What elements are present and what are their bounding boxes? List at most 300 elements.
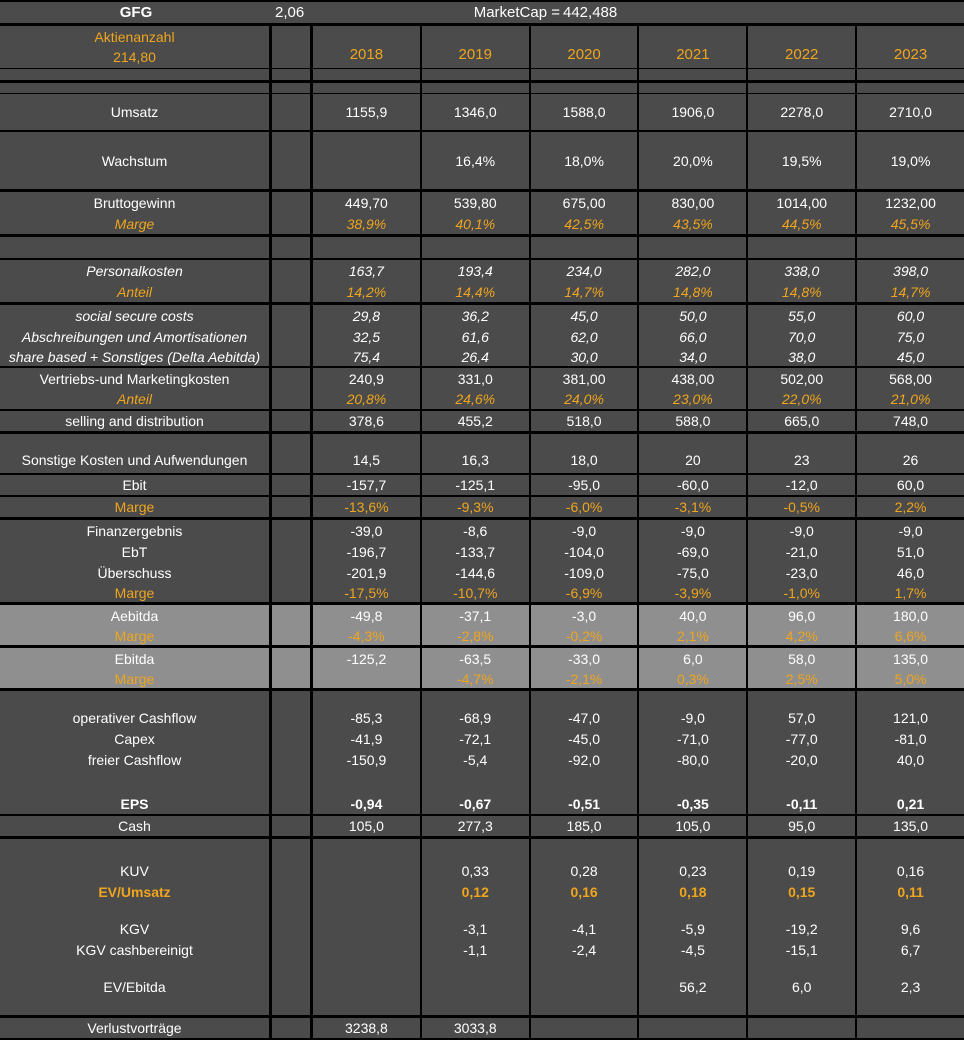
value-cell-2022[interactable]: -1,0%	[748, 583, 857, 602]
value-cell-2020[interactable]	[531, 83, 640, 93]
spacer-cell[interactable]	[272, 691, 313, 707]
value-cell-2018[interactable]	[313, 939, 422, 960]
value-cell-2019[interactable]: 277,3	[422, 816, 531, 836]
value-cell-2018[interactable]: 1155,9	[313, 94, 422, 130]
row-label-cell[interactable]: KUV	[0, 860, 272, 881]
value-cell-2019[interactable]: -63,5	[422, 648, 531, 669]
value-cell-2022[interactable]: 57,0	[748, 707, 857, 728]
value-cell-2020[interactable]: 14,7%	[531, 282, 640, 302]
value-cell-2021[interactable]: 438,00	[639, 368, 748, 389]
value-cell-2020[interactable]: -4,1	[531, 918, 640, 939]
value-cell-2020[interactable]	[531, 960, 640, 976]
value-cell-2021[interactable]: -3,9%	[639, 583, 748, 602]
value-cell-2018[interactable]: -125,2	[313, 648, 422, 669]
spacer-cell[interactable]	[272, 83, 313, 93]
value-cell-2023[interactable]: 40,0	[896, 751, 925, 768]
spacer-cell[interactable]	[272, 326, 313, 347]
value-cell-2019[interactable]: 0,12	[422, 881, 531, 902]
year-header-2018[interactable]: 2018	[313, 26, 422, 68]
row-label-cell[interactable]: Marge	[0, 497, 272, 517]
value-cell-2022[interactable]: 14,8%	[748, 282, 857, 302]
value-cell-2018[interactable]: 378,6	[313, 411, 422, 431]
row-label-cell[interactable]: Umsatz	[0, 94, 272, 130]
value-cell-2022[interactable]	[748, 902, 857, 918]
spacer-cell[interactable]	[272, 707, 313, 728]
value-cell-2018[interactable]: -49,8	[313, 605, 422, 626]
value-cell-2021[interactable]: 20	[639, 446, 748, 473]
value-cell-2022[interactable]: 502,00	[748, 368, 857, 389]
value-cell-2018[interactable]: -39,0	[313, 520, 422, 541]
value-cell-2021[interactable]	[639, 839, 748, 860]
value-cell-2018[interactable]	[313, 770, 422, 794]
value-cell-2023[interactable]: 398,0	[893, 263, 929, 279]
value-cell-2020[interactable]: -47,0	[531, 707, 640, 728]
value-cell-2023[interactable]: 0,21	[896, 796, 925, 812]
value-cell-2022[interactable]	[748, 770, 857, 794]
spacer-cell[interactable]	[272, 960, 313, 976]
value-cell-2023[interactable]: 51,0	[896, 543, 925, 560]
row-label-cell[interactable]	[0, 69, 272, 80]
value-cell-2018[interactable]	[313, 902, 422, 918]
value-cell-2020[interactable]: 0,16	[531, 881, 640, 902]
value-cell-2023[interactable]	[857, 902, 964, 918]
row-label-cell[interactable]: KGV cashbereinigt	[0, 939, 272, 960]
spacer-cell[interactable]	[272, 282, 313, 302]
value-cell-2020[interactable]: -9,0	[531, 520, 640, 541]
spacer-cell[interactable]	[272, 902, 313, 918]
value-cell-2018[interactable]	[313, 237, 422, 258]
value-cell-2022[interactable]: 19,5%	[748, 132, 857, 189]
year-header-2020[interactable]: 2020	[531, 26, 640, 68]
value-cell-2019[interactable]	[422, 960, 531, 976]
value-cell-2023[interactable]: 60,0	[896, 477, 925, 493]
value-cell-2023[interactable]: -9,0	[898, 522, 923, 539]
row-label-cell[interactable]: Wachstum	[0, 132, 272, 189]
value-cell-2022[interactable]	[748, 83, 857, 93]
spacer-cell[interactable]	[272, 94, 313, 130]
value-cell-2018[interactable]: 14,2%	[313, 282, 422, 302]
row-label-cell[interactable]: Vertriebs-und Marketingkosten	[0, 368, 272, 389]
value-cell-2022[interactable]: -19,2	[748, 918, 857, 939]
value-cell-2021[interactable]: 2,1%	[639, 626, 748, 645]
value-cell-2020[interactable]: -6,0%	[531, 497, 640, 517]
value-cell-2019[interactable]: -4,7%	[422, 669, 531, 688]
row-label-cell[interactable]	[0, 997, 272, 1015]
value-cell-2019[interactable]: -68,9	[422, 707, 531, 728]
value-cell-2021[interactable]	[639, 237, 748, 258]
spacer-cell[interactable]	[272, 347, 313, 366]
value-cell-2020[interactable]: 45,0	[531, 305, 640, 326]
row-label-cell[interactable]: Überschuss	[0, 562, 272, 583]
value-cell-2021[interactable]	[639, 1018, 748, 1038]
value-cell-2023[interactable]	[857, 691, 964, 707]
value-cell-2018[interactable]	[313, 132, 422, 189]
row-label-cell[interactable]	[0, 83, 272, 93]
value-cell-2021[interactable]: -71,0	[639, 728, 748, 749]
value-cell-2020[interactable]: 18,0	[531, 446, 640, 473]
value-cell-2021[interactable]: -9,0	[639, 707, 748, 728]
row-label-cell[interactable]: Marge	[0, 583, 272, 602]
value-cell-2019[interactable]: -133,7	[422, 541, 531, 562]
row-label-cell[interactable]: Aebitda	[0, 605, 272, 626]
value-cell-2023[interactable]: 60,0	[896, 307, 925, 324]
value-cell-2022[interactable]: 58,0	[748, 648, 857, 669]
value-cell-2021[interactable]: -9,0	[639, 520, 748, 541]
value-cell-2020[interactable]: 381,00	[531, 368, 640, 389]
spacer-cell[interactable]	[272, 132, 313, 189]
value-cell-2019[interactable]	[422, 691, 531, 707]
value-cell-2019[interactable]: 3033,8	[422, 1018, 531, 1038]
value-cell-2019[interactable]: 0,33	[422, 860, 531, 881]
marketcap-value-cell[interactable]: 442,488	[563, 4, 618, 21]
row-label-cell[interactable]: EPS	[0, 794, 272, 814]
value-cell-2021[interactable]: 0,18	[639, 881, 748, 902]
value-cell-2019[interactable]: 455,2	[422, 411, 531, 431]
value-cell-2023[interactable]: -81,0	[894, 730, 927, 747]
value-cell-2019[interactable]: -37,1	[422, 605, 531, 626]
share-price-cell[interactable]: 2,06	[275, 4, 305, 21]
value-cell-2018[interactable]	[313, 976, 422, 997]
value-cell-2021[interactable]: 830,00	[639, 192, 748, 214]
spacer-cell[interactable]	[272, 260, 313, 282]
value-cell-2020[interactable]	[531, 976, 640, 997]
spacer-cell[interactable]	[272, 446, 313, 473]
value-cell-2023[interactable]: 1232,00	[885, 195, 936, 211]
value-cell-2023[interactable]	[857, 83, 964, 93]
spacer-cell[interactable]	[272, 770, 313, 794]
value-cell-2020[interactable]: 518,0	[531, 411, 640, 431]
value-cell-2020[interactable]: 0,28	[531, 860, 640, 881]
value-cell-2022[interactable]	[748, 691, 857, 707]
value-cell-2021[interactable]: 23,0%	[639, 389, 748, 409]
value-cell-2020[interactable]: 234,0	[531, 260, 640, 282]
value-cell-2023[interactable]: 26	[902, 451, 919, 468]
ticker-cell[interactable]: GFG	[119, 4, 153, 21]
spacer-cell[interactable]	[272, 997, 313, 1015]
value-cell-2019[interactable]: -144,6	[422, 562, 531, 583]
value-cell-2019[interactable]	[422, 770, 531, 794]
value-cell-2019[interactable]: 16,4%	[422, 132, 531, 189]
value-cell-2023[interactable]: 2,3	[900, 978, 921, 995]
value-cell-2020[interactable]: -0,51	[531, 794, 640, 814]
value-cell-2019[interactable]	[422, 997, 531, 1015]
value-cell-2021[interactable]: 105,0	[639, 816, 748, 836]
row-label-cell[interactable]: Sonstige Kosten und Aufwendungen	[0, 446, 272, 473]
row-label-cell[interactable]: Marge	[0, 626, 272, 645]
value-cell-2020[interactable]	[531, 237, 640, 258]
value-cell-2021[interactable]: -69,0	[639, 541, 748, 562]
value-cell-2022[interactable]: 55,0	[748, 305, 857, 326]
spacer-cell[interactable]	[272, 562, 313, 583]
row-label-cell[interactable]: EV/Ebitda	[0, 976, 272, 997]
spacer-cell[interactable]	[272, 497, 313, 517]
value-cell-2021[interactable]: 282,0	[639, 260, 748, 282]
value-cell-2022[interactable]	[748, 960, 857, 976]
value-cell-2021[interactable]: -80,0	[639, 749, 748, 770]
value-cell-2023[interactable]: 135,0	[893, 650, 929, 667]
value-cell-2023[interactable]: 9,6	[900, 920, 921, 937]
value-cell-2020[interactable]	[531, 1018, 640, 1038]
value-cell-2019[interactable]: 331,0	[422, 368, 531, 389]
year-header-2023[interactable]: 2023	[893, 46, 928, 63]
value-cell-2018[interactable]: 240,9	[313, 368, 422, 389]
value-cell-2023[interactable]: 19,0%	[890, 152, 931, 169]
value-cell-2018[interactable]: -157,7	[313, 475, 422, 495]
value-cell-2019[interactable]	[422, 69, 531, 80]
row-label-cell[interactable]: EbT	[0, 541, 272, 562]
value-cell-2018[interactable]: -41,9	[313, 728, 422, 749]
value-cell-2021[interactable]: 40,0	[639, 605, 748, 626]
value-cell-2023[interactable]: 0,16	[896, 862, 925, 879]
value-cell-2023[interactable]: 748,0	[893, 413, 929, 429]
value-cell-2018[interactable]: -17,5%	[313, 583, 422, 602]
value-cell-2019[interactable]: -10,7%	[422, 583, 531, 602]
spacer-cell[interactable]	[272, 939, 313, 960]
value-cell-2020[interactable]: 30,0	[531, 347, 640, 366]
value-cell-2020[interactable]	[531, 770, 640, 794]
spacer-cell[interactable]	[272, 648, 313, 669]
value-cell-2018[interactable]: 3238,8	[313, 1018, 422, 1038]
value-cell-2018[interactable]: -0,94	[313, 794, 422, 814]
value-cell-2018[interactable]	[313, 918, 422, 939]
value-cell-2021[interactable]: 56,2	[639, 976, 748, 997]
spacer-cell[interactable]	[272, 389, 313, 409]
value-cell-2022[interactable]: -77,0	[748, 728, 857, 749]
value-cell-2022[interactable]: 2,5%	[748, 669, 857, 688]
value-cell-2019[interactable]: 36,2	[422, 305, 531, 326]
value-cell-2020[interactable]	[531, 691, 640, 707]
value-cell-2019[interactable]: 193,4	[422, 260, 531, 282]
value-cell-2021[interactable]	[639, 691, 748, 707]
value-cell-2019[interactable]: -1,1	[422, 939, 531, 960]
value-cell-2022[interactable]: 0,15	[748, 881, 857, 902]
value-cell-2020[interactable]: -2,1%	[531, 669, 640, 688]
value-cell-2023[interactable]: 1,7%	[894, 584, 927, 601]
value-cell-2021[interactable]: 588,0	[639, 411, 748, 431]
value-cell-2021[interactable]	[639, 83, 748, 93]
spacer-cell[interactable]	[272, 368, 313, 389]
spacer-cell[interactable]	[272, 728, 313, 749]
value-cell-2021[interactable]: -60,0	[639, 475, 748, 495]
value-cell-2020[interactable]: -33,0	[531, 648, 640, 669]
value-cell-2022[interactable]: 665,0	[748, 411, 857, 431]
row-label-cell[interactable]: EV/Umsatz	[0, 881, 272, 902]
value-cell-2023[interactable]: 568,00	[889, 370, 932, 387]
value-cell-2021[interactable]: -5,9	[639, 918, 748, 939]
value-cell-2018[interactable]	[313, 997, 422, 1015]
value-cell-2018[interactable]: -201,9	[313, 562, 422, 583]
spacer-cell[interactable]	[272, 669, 313, 688]
value-cell-2018[interactable]: 20,8%	[313, 389, 422, 409]
value-cell-2022[interactable]: 38,0	[748, 347, 857, 366]
value-cell-2020[interactable]: -92,0	[531, 749, 640, 770]
value-cell-2023[interactable]: 46,0	[896, 564, 925, 581]
value-cell-2018[interactable]: 163,7	[313, 260, 422, 282]
value-cell-2019[interactable]: -2,8%	[422, 626, 531, 645]
spacer-cell[interactable]	[272, 69, 313, 80]
value-cell-2018[interactable]	[313, 860, 422, 881]
value-cell-2022[interactable]: 23	[748, 446, 857, 473]
value-cell-2022[interactable]: 6,0	[748, 976, 857, 997]
value-cell-2022[interactable]	[748, 997, 857, 1015]
value-cell-2021[interactable]: -0,35	[639, 794, 748, 814]
value-cell-2019[interactable]: 16,3	[422, 446, 531, 473]
value-cell-2018[interactable]	[313, 83, 422, 93]
row-label-cell[interactable]	[0, 691, 272, 707]
value-cell-2020[interactable]: 18,0%	[531, 132, 640, 189]
year-header-2021[interactable]: 2021	[639, 26, 748, 68]
value-cell-2020[interactable]: -104,0	[531, 541, 640, 562]
value-cell-2020[interactable]: 185,0	[531, 816, 640, 836]
value-cell-2019[interactable]	[422, 434, 531, 446]
value-cell-2018[interactable]	[313, 69, 422, 80]
value-cell-2022[interactable]: 338,0	[748, 260, 857, 282]
value-cell-2020[interactable]: -109,0	[531, 562, 640, 583]
value-cell-2021[interactable]	[639, 434, 748, 446]
value-cell-2023[interactable]: 14,7%	[890, 284, 931, 300]
value-cell-2019[interactable]: 24,6%	[422, 389, 531, 409]
row-label-cell[interactable]: Marge	[0, 669, 272, 688]
spacer-cell[interactable]	[272, 816, 313, 836]
value-cell-2022[interactable]: 70,0	[748, 326, 857, 347]
value-cell-2022[interactable]: -20,0	[748, 749, 857, 770]
row-label-cell[interactable]: Capex	[0, 728, 272, 749]
value-cell-2022[interactable]	[748, 69, 857, 80]
value-cell-2018[interactable]: -85,3	[313, 707, 422, 728]
value-cell-2019[interactable]: 26,4	[422, 347, 531, 366]
value-cell-2023[interactable]: 2710,0	[889, 104, 932, 120]
spacer-cell[interactable]	[272, 626, 313, 645]
value-cell-2021[interactable]	[639, 770, 748, 794]
value-cell-2018[interactable]: 14,5	[313, 446, 422, 473]
value-cell-2023[interactable]: 180,0	[893, 607, 929, 624]
row-label-cell[interactable]: KGV	[0, 918, 272, 939]
value-cell-2018[interactable]	[313, 839, 422, 860]
value-cell-2023[interactable]: 45,0	[896, 348, 925, 365]
row-label-cell[interactable]: Bruttogewinn	[0, 192, 272, 214]
value-cell-2018[interactable]: -4,3%	[313, 626, 422, 645]
row-label-cell[interactable]	[0, 960, 272, 976]
value-cell-2023[interactable]	[857, 237, 964, 258]
value-cell-2020[interactable]	[531, 69, 640, 80]
row-label-cell[interactable]	[0, 434, 272, 446]
value-cell-2021[interactable]: -3,1%	[639, 497, 748, 517]
value-cell-2019[interactable]: -72,1	[422, 728, 531, 749]
value-cell-2018[interactable]: -150,9	[313, 749, 422, 770]
value-cell-2021[interactable]: 14,8%	[639, 282, 748, 302]
row-label-cell[interactable]: selling and distribution	[0, 411, 272, 431]
value-cell-2022[interactable]: 22,0%	[748, 389, 857, 409]
spacer-cell[interactable]	[272, 583, 313, 602]
year-header-2019[interactable]: 2019	[422, 26, 531, 68]
value-cell-2022[interactable]: -15,1	[748, 939, 857, 960]
value-cell-2019[interactable]	[422, 83, 531, 93]
value-cell-2022[interactable]: 95,0	[748, 816, 857, 836]
row-label-cell[interactable]: Personalkosten	[0, 260, 272, 282]
row-label-cell[interactable]: Verlustvorträge	[0, 1018, 272, 1038]
value-cell-2018[interactable]: -196,7	[313, 541, 422, 562]
spacer-cell[interactable]	[272, 475, 313, 495]
spacer-cell[interactable]	[272, 237, 313, 258]
value-cell-2018[interactable]: 75,4	[313, 347, 422, 366]
value-cell-2018[interactable]	[313, 691, 422, 707]
value-cell-2020[interactable]: 675,00	[531, 192, 640, 214]
value-cell-2022[interactable]: -23,0	[748, 562, 857, 583]
value-cell-2022[interactable]	[748, 434, 857, 446]
value-cell-2018[interactable]: 449,70	[313, 192, 422, 214]
year-header-2022[interactable]: 2022	[748, 26, 857, 68]
value-cell-2023[interactable]: 2,2%	[894, 499, 927, 515]
value-cell-2022[interactable]	[748, 1018, 857, 1038]
row-label-cell[interactable]: Abschreibungen und Amortisationen	[0, 326, 272, 347]
value-cell-2022[interactable]: -21,0	[748, 541, 857, 562]
value-cell-2022[interactable]: 0,19	[748, 860, 857, 881]
value-cell-2018[interactable]: -13,6%	[313, 497, 422, 517]
spacer-cell[interactable]	[272, 794, 313, 814]
row-label-cell[interactable]: Anteil	[0, 389, 272, 409]
spacer-cell[interactable]	[272, 214, 313, 234]
value-cell-2022[interactable]: 96,0	[748, 605, 857, 626]
value-cell-2019[interactable]: -9,3%	[422, 497, 531, 517]
row-label-cell[interactable]: Finanzergebnis	[0, 520, 272, 541]
value-cell-2020[interactable]	[531, 839, 640, 860]
value-cell-2020[interactable]	[531, 997, 640, 1015]
value-cell-2018[interactable]: 29,8	[313, 305, 422, 326]
row-label-cell[interactable]: freier Cashflow	[0, 749, 272, 770]
value-cell-2021[interactable]: 50,0	[639, 305, 748, 326]
row-label-cell[interactable]: operativer Cashflow	[0, 707, 272, 728]
row-label-cell[interactable]: Anteil	[0, 282, 272, 302]
value-cell-2020[interactable]	[531, 902, 640, 918]
value-cell-2019[interactable]: -0,67	[422, 794, 531, 814]
value-cell-2020[interactable]: -6,9%	[531, 583, 640, 602]
value-cell-2019[interactable]: 1346,0	[422, 94, 531, 130]
value-cell-2022[interactable]: -0,11	[748, 794, 857, 814]
value-cell-2019[interactable]: -3,1	[422, 918, 531, 939]
value-cell-2020[interactable]: -45,0	[531, 728, 640, 749]
value-cell-2020[interactable]: 62,0	[531, 326, 640, 347]
value-cell-2021[interactable]: 0,23	[639, 860, 748, 881]
value-cell-2021[interactable]: -4,5	[639, 939, 748, 960]
value-cell-2023[interactable]	[857, 1018, 964, 1038]
spacer-cell[interactable]	[272, 976, 313, 997]
value-cell-2019[interactable]: 40,1%	[422, 214, 531, 234]
value-cell-2022[interactable]: 2278,0	[748, 94, 857, 130]
spacer-cell[interactable]	[272, 749, 313, 770]
value-cell-2020[interactable]: -2,4	[531, 939, 640, 960]
spacer-cell[interactable]	[272, 918, 313, 939]
row-label-cell[interactable]: Marge	[0, 214, 272, 234]
value-cell-2021[interactable]	[639, 902, 748, 918]
value-cell-2023[interactable]: 5,0%	[894, 670, 927, 687]
value-cell-2021[interactable]: -75,0	[639, 562, 748, 583]
value-cell-2021[interactable]	[639, 997, 748, 1015]
row-label-cell[interactable]	[0, 902, 272, 918]
value-cell-2019[interactable]	[422, 237, 531, 258]
value-cell-2022[interactable]: -0,5%	[748, 497, 857, 517]
share-count-cell[interactable]	[0, 26, 272, 68]
value-cell-2020[interactable]: 24,0%	[531, 389, 640, 409]
row-label-cell[interactable]: Ebit	[0, 475, 272, 495]
value-cell-2023[interactable]: 21,0%	[890, 391, 931, 407]
value-cell-2023[interactable]	[857, 434, 964, 446]
value-cell-2021[interactable]	[639, 69, 748, 80]
value-cell-2023[interactable]: 6,6%	[894, 627, 927, 644]
value-cell-2018[interactable]: 32,5	[313, 326, 422, 347]
value-cell-2018[interactable]: 38,9%	[313, 214, 422, 234]
row-label-cell[interactable]: social secure costs	[0, 305, 272, 326]
row-label-cell[interactable]	[0, 237, 272, 258]
